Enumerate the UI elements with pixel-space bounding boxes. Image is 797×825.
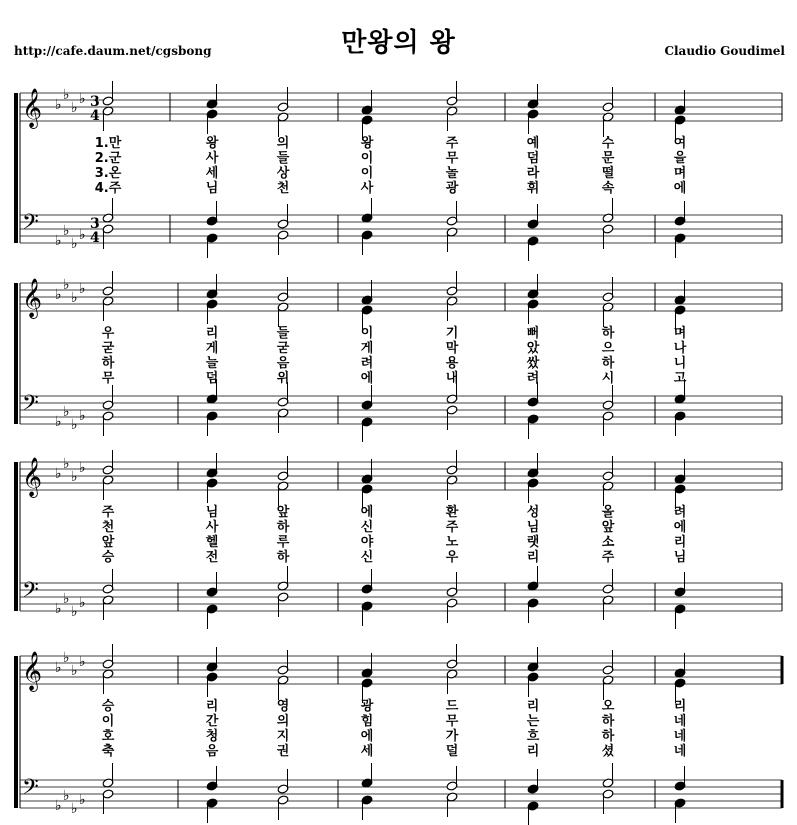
lyric-syllable: 전 — [205, 550, 219, 565]
bass-clef: 𝄢 — [22, 578, 39, 608]
system-bracket — [14, 462, 18, 611]
lyric-syllable: 시 — [601, 371, 615, 386]
treble-clef: 𝄞 — [22, 651, 43, 691]
lyric-syllable: 늘 — [205, 356, 219, 371]
system-bracket — [14, 656, 18, 808]
lyric-syllable: 님 — [205, 505, 219, 520]
lyric-syllable: 휘 — [526, 181, 540, 196]
lyric-syllable: 님 — [205, 181, 219, 196]
lyric-syllable: 에 — [360, 505, 374, 520]
key-flat: ♭ — [55, 466, 62, 482]
treble-clef: 𝄞 — [22, 88, 43, 128]
lyric-syllable: 우 — [445, 550, 459, 565]
lyric-syllable: 지 — [276, 729, 290, 744]
lyric-syllable: 사 — [360, 181, 374, 196]
lyric-syllable: 2.군 — [94, 151, 122, 166]
key-flat: ♭ — [71, 290, 78, 306]
lyric-syllable: 앞 — [101, 535, 115, 550]
key-flat: ♭ — [63, 404, 70, 420]
key-flat: ♭ — [71, 663, 78, 679]
lyric-syllable: 주 — [101, 505, 115, 520]
key-flat: ♭ — [55, 660, 62, 676]
lyric-syllable: 았 — [526, 341, 540, 356]
lyric-syllable: 여 — [673, 136, 687, 151]
system-bracket — [14, 93, 18, 243]
key-flat: ♭ — [63, 456, 70, 472]
time-signature-top: 3 — [90, 216, 100, 232]
lyric-syllable: 승 — [101, 699, 115, 714]
lyric-syllable: 축 — [101, 744, 115, 759]
key-flat: ♭ — [71, 236, 78, 252]
composer-name: Claudio Goudimel — [664, 44, 785, 58]
bass-clef: 𝄢 — [22, 391, 39, 421]
lyric-syllable: 야 — [360, 535, 374, 550]
lyric-syllable: 세 — [360, 744, 374, 759]
lyric-syllable: 들 — [276, 151, 290, 166]
key-flat: ♭ — [71, 801, 78, 817]
lyric-syllable: 내 — [445, 371, 459, 386]
lyric-syllable: 리 — [673, 535, 687, 550]
lyric-syllable: 덤 — [205, 371, 219, 386]
key-flat: ♭ — [63, 591, 70, 607]
lyric-syllable: 리 — [526, 550, 540, 565]
lyric-syllable: 음 — [205, 744, 219, 759]
key-flat: ♭ — [79, 595, 86, 611]
time-signature-bottom: 4 — [90, 108, 100, 124]
lyric-syllable: 라 — [526, 166, 540, 181]
key-flat: ♭ — [79, 227, 86, 243]
key-flat: ♭ — [79, 654, 86, 670]
lyric-syllable: 덤 — [526, 151, 540, 166]
lyric-syllable: 3.온 — [94, 166, 122, 181]
lyric-syllable: 용 — [445, 356, 459, 371]
lyric-syllable: 이 — [360, 166, 374, 181]
lyric-syllable: 며 — [673, 166, 687, 181]
lyric-syllable: 떨 — [601, 166, 615, 181]
lyric-syllable: 상 — [276, 166, 290, 181]
lyric-syllable: 천 — [101, 520, 115, 535]
lyric-syllable: 올 — [601, 505, 615, 520]
lyric-syllable: 에 — [360, 729, 374, 744]
lyric-syllable: 사 — [205, 151, 219, 166]
lyric-syllable: 들 — [276, 326, 290, 341]
treble-clef: 𝄞 — [22, 278, 43, 318]
key-flat: ♭ — [55, 97, 62, 113]
source-url: http://cafe.daum.net/cgsbong — [14, 44, 212, 58]
lyric-syllable: 의 — [276, 714, 290, 729]
lyric-syllable: 간 — [205, 714, 219, 729]
lyric-syllable: 을 — [673, 151, 687, 166]
lyric-syllable: 문 — [601, 151, 615, 166]
key-flat: ♭ — [79, 408, 86, 424]
lyric-syllable: 이 — [101, 714, 115, 729]
key-flat: ♭ — [63, 788, 70, 804]
lyric-syllable: 게 — [205, 341, 219, 356]
lyric-syllable: 우 — [101, 326, 115, 341]
key-flat: ♭ — [55, 414, 62, 430]
system-bracket — [14, 283, 18, 424]
lyric-syllable: 무 — [445, 714, 459, 729]
lyric-syllable: 승 — [101, 550, 115, 565]
lyric-syllable: 주 — [445, 136, 459, 151]
lyric-syllable: 굳 — [101, 341, 115, 356]
key-flat: ♭ — [63, 650, 70, 666]
lyric-syllable: 광 — [445, 181, 459, 196]
lyric-syllable: 앞 — [276, 505, 290, 520]
lyric-syllable: 님 — [526, 520, 540, 535]
lyric-syllable: 음 — [276, 356, 290, 371]
lyric-syllable: 무 — [445, 151, 459, 166]
lyric-syllable: 헬 — [205, 535, 219, 550]
lyric-syllable: 노 — [445, 535, 459, 550]
lyric-syllable: 주 — [445, 520, 459, 535]
lyric-syllable: 하 — [601, 729, 615, 744]
lyric-syllable: 하 — [601, 326, 615, 341]
lyric-syllable: 주 — [601, 550, 615, 565]
lyric-syllable: 흐 — [526, 729, 540, 744]
lyric-syllable: 하 — [276, 520, 290, 535]
key-flat: ♭ — [79, 91, 86, 107]
lyric-syllable: 이 — [360, 151, 374, 166]
time-signature-bottom: 4 — [90, 230, 100, 246]
lyric-syllable: 수 — [601, 136, 615, 151]
lyric-syllable: 앞 — [601, 520, 615, 535]
lyric-syllable: 리 — [526, 744, 540, 759]
bass-clef: 𝄢 — [22, 775, 39, 805]
lyric-syllable: 왕 — [205, 136, 219, 151]
time-signature-top: 3 — [90, 94, 100, 110]
lyric-syllable: 리 — [526, 699, 540, 714]
lyric-syllable: 게 — [360, 341, 374, 356]
lyric-syllable: 막 — [445, 341, 459, 356]
lyric-syllable: 기 — [445, 326, 459, 341]
lyric-syllable: 성 — [526, 505, 540, 520]
key-flat: ♭ — [63, 87, 70, 103]
lyric-syllable: 에 — [673, 520, 687, 535]
lyric-syllable: 하 — [276, 550, 290, 565]
lyric-syllable: 사 — [205, 520, 219, 535]
lyric-syllable: 위 — [276, 371, 290, 386]
key-flat: ♭ — [55, 287, 62, 303]
lyric-syllable: 하 — [601, 714, 615, 729]
lyric-syllable: 호 — [101, 729, 115, 744]
lyric-syllable: 는 — [526, 714, 540, 729]
lyric-syllable: 에 — [673, 181, 687, 196]
lyric-syllable: 1.만 — [94, 136, 122, 151]
lyric-syllable: 힘 — [360, 714, 374, 729]
lyric-syllable: 오 — [601, 699, 615, 714]
lyric-syllable: 4.주 — [94, 181, 122, 196]
lyric-syllable: 뻐 — [526, 326, 540, 341]
lyric-syllable: 소 — [601, 535, 615, 550]
lyric-syllable: 예 — [526, 136, 540, 151]
key-flat: ♭ — [55, 798, 62, 814]
lyric-syllable: 려 — [673, 505, 687, 520]
lyric-syllable: 네 — [673, 729, 687, 744]
key-flat: ♭ — [71, 417, 78, 433]
lyric-syllable: 청 — [205, 729, 219, 744]
lyric-syllable: 가 — [445, 729, 459, 744]
lyric-syllable: 영 — [276, 699, 290, 714]
lyric-syllable: 신 — [360, 550, 374, 565]
key-flat: ♭ — [55, 233, 62, 249]
lyric-syllable: 고 — [673, 371, 687, 386]
treble-clef: 𝄞 — [22, 457, 43, 497]
lyric-syllable: 놀 — [445, 166, 459, 181]
lyric-syllable: 리 — [205, 326, 219, 341]
page-title: 만왕의 왕 — [341, 28, 456, 58]
lyric-syllable: 나 — [673, 341, 687, 356]
key-flat: ♭ — [71, 469, 78, 485]
lyric-syllable: 님 — [673, 550, 687, 565]
lyric-syllable: 려 — [526, 371, 540, 386]
key-flat: ♭ — [79, 460, 86, 476]
key-flat: ♭ — [79, 281, 86, 297]
lyric-syllable: 에 — [360, 371, 374, 386]
lyric-syllable: 려 — [360, 356, 374, 371]
lyric-syllable: 환 — [445, 505, 459, 520]
lyric-syllable: 며 — [673, 326, 687, 341]
lyric-syllable: 니 — [673, 356, 687, 371]
lyric-syllable: 루 — [276, 535, 290, 550]
lyric-syllable: 쌌 — [526, 356, 540, 371]
key-flat: ♭ — [71, 604, 78, 620]
lyric-syllable: 네 — [673, 744, 687, 759]
key-flat: ♭ — [63, 223, 70, 239]
lyric-syllable: 의 — [276, 136, 290, 151]
bass-clef: 𝄢 — [22, 210, 39, 240]
lyric-syllable: 덜 — [445, 744, 459, 759]
lyric-syllable: 하 — [601, 356, 615, 371]
lyric-syllable: 권 — [276, 744, 290, 759]
lyric-syllable: 하 — [101, 356, 115, 371]
lyric-syllable: 세 — [205, 166, 219, 181]
lyric-syllable: 천 — [276, 181, 290, 196]
lyric-syllable: 신 — [360, 520, 374, 535]
key-flat: ♭ — [55, 601, 62, 617]
lyric-syllable: 드 — [445, 699, 459, 714]
lyric-syllable: 셨 — [601, 744, 615, 759]
lyric-syllable: 왕 — [360, 136, 374, 151]
key-flat: ♭ — [71, 100, 78, 116]
lyric-syllable: 리 — [205, 699, 219, 714]
lyric-syllable: 무 — [101, 371, 115, 386]
lyric-syllable: 리 — [673, 699, 687, 714]
lyric-syllable: 광 — [360, 699, 374, 714]
lyric-syllable: 굳 — [276, 341, 290, 356]
key-flat: ♭ — [63, 277, 70, 293]
lyric-syllable: 네 — [673, 714, 687, 729]
lyric-syllable: 랫 — [526, 535, 540, 550]
lyric-syllable: 으 — [601, 341, 615, 356]
key-flat: ♭ — [79, 792, 86, 808]
lyric-syllable: 이 — [360, 326, 374, 341]
lyric-syllable: 속 — [601, 181, 615, 196]
